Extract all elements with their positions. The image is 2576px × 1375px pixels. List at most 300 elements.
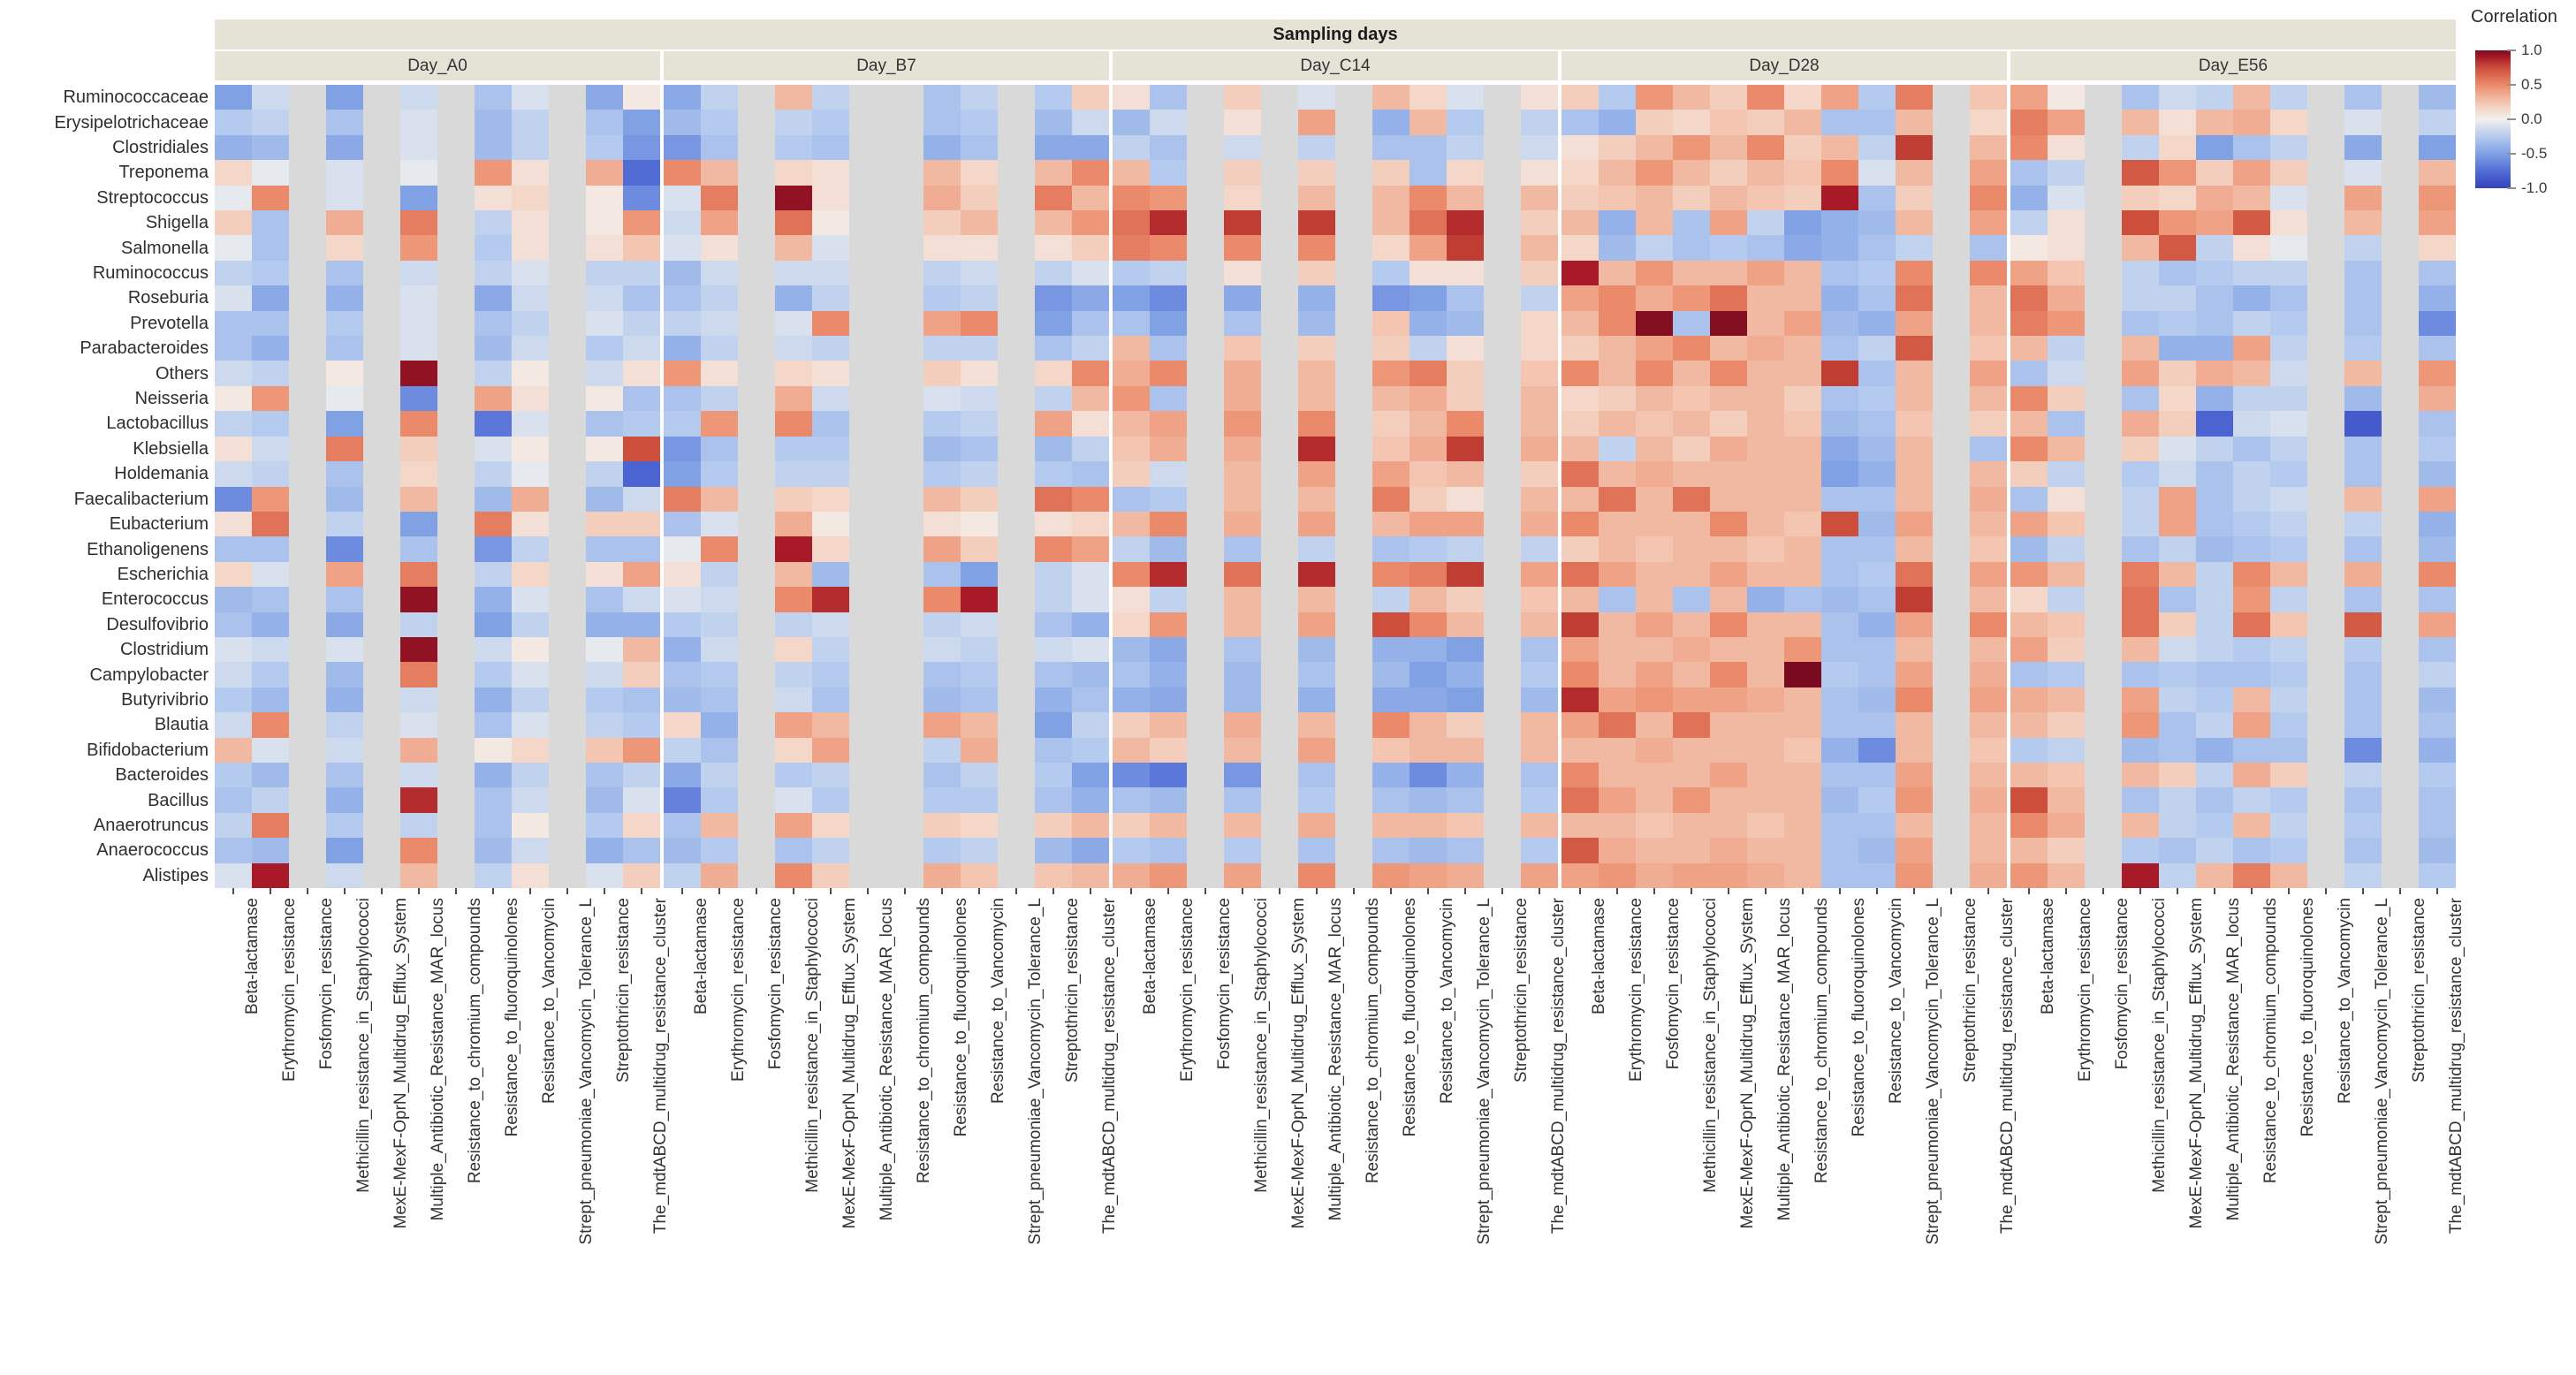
heatmap-cell [1636,763,1673,787]
heatmap-cell [1113,562,1150,587]
col-label: Methicillin_resistance_in_Staphylococci [1252,898,1271,1193]
heatmap-cell [326,160,363,185]
heatmap-cell [2270,738,2307,763]
heatmap-cell [1821,863,1858,888]
heatmap-cell [2344,863,2382,888]
legend-title: Correlation [2471,7,2557,27]
heatmap-cell [1970,160,2007,185]
heatmap-cell [2233,712,2270,737]
heatmap-cell [1821,110,1858,134]
legend-colorbar [2475,50,2511,188]
heatmap-cell [1224,612,1261,637]
heatmap-cell [961,662,998,687]
heatmap-cell [2270,637,2307,662]
heatmap-cell [2159,487,2196,512]
heatmap-cell [623,562,660,587]
heatmap-cell [475,210,512,235]
heatmap-cell [1673,85,1710,110]
heatmap-cell [1372,110,1410,134]
x-axis-tick [2362,888,2364,894]
heatmap-cell [1636,712,1673,737]
heatmap-cell [1636,562,1673,587]
heatmap-cell [2010,688,2048,712]
col-label: Methicillin_resistance_in_Staphylococci [803,898,822,1193]
heatmap-cell [2270,536,2307,561]
heatmap-cell [2419,662,2456,687]
heatmap-cell [1113,612,1150,637]
heatmap-cell [326,863,363,888]
heatmap-cell [475,763,512,787]
row-label: Streptococcus [96,187,209,208]
x-axis-tick [756,888,757,894]
col-label: Resistance_to_fluoroquinolones [952,898,970,1137]
heatmap-cell [961,361,998,385]
x-axis-tick [1015,888,1017,894]
heatmap-cell [2233,787,2270,812]
heatmap-cell [400,235,437,260]
heatmap-cell [1410,712,1447,737]
heatmap-cell [1150,261,1187,285]
heatmap-cell [252,411,289,436]
heatmap-cell [2048,261,2085,285]
heatmap-cell [664,813,701,838]
heatmap-cell [1710,85,1747,110]
heatmap-cell [812,863,849,888]
heatmap-cell [1636,85,1673,110]
heatmap-cell [812,487,849,512]
heatmap-cell [1035,210,1072,235]
heatmap-cell [1599,813,1636,838]
heatmap-cell [1636,361,1673,385]
heatmap-cell [1599,85,1636,110]
heatmap-cell [2010,437,2048,461]
heatmap-cell [215,437,252,461]
heatmap-cell [2233,411,2270,436]
heatmap-cell [1747,512,1784,536]
heatmap-cell [1298,361,1335,385]
heatmap-cell [1072,562,1109,587]
col-label: Resistance_to_chromium_compounds [466,898,484,1184]
heatmap-cell [1784,336,1821,361]
heatmap-cell [1858,712,1896,737]
heatmap-cell [2010,386,2048,411]
col-label: Erythromycin_resistance [1178,898,1197,1083]
heatmap-cell [1710,562,1747,587]
col-label: Beta-lactamase [1141,898,1159,1015]
heatmap-cell [1747,437,1784,461]
heatmap-cell [664,235,701,260]
heatmap-cell [1599,662,1636,687]
heatmap-cell [2048,712,2085,737]
heatmap-cell [1896,85,1933,110]
heatmap-cell [1858,738,1896,763]
heatmap-cell [326,813,363,838]
heatmap-cell [1747,712,1784,737]
x-axis-tick [2028,888,2030,894]
heatmap-cell [1710,110,1747,134]
heatmap-cell [2344,461,2382,486]
heatmap-cell [775,386,812,411]
col-label: MexE-MexF-OprN_Multidrug_Efflux_System [2187,898,2206,1229]
heatmap-cell [1858,411,1896,436]
heatmap-cell [2196,361,2233,385]
x-axis-tick [2399,888,2401,894]
heatmap-panel-Day_C14 [1113,85,1558,888]
heatmap-cell [586,85,623,110]
heatmap-cell [1447,536,1484,561]
heatmap-cell [2122,536,2159,561]
col-label: Multiple_Antibiotic_Resistance_MAR_locus [2224,898,2243,1221]
heatmap-cell [475,838,512,862]
heatmap-cell [1821,210,1858,235]
heatmap-cell [1562,110,1599,134]
heatmap-cell [1113,863,1150,888]
heatmap-cell [2159,612,2196,637]
heatmap-cell [1521,512,1558,536]
heatmap-cell [1372,461,1410,486]
heatmap-cell [1710,361,1747,385]
heatmap-cell [1970,311,2007,336]
heatmap-cell [1035,487,1072,512]
heatmap-cell [1896,637,1933,662]
heatmap-cell [623,787,660,812]
heatmap-cell [1710,863,1747,888]
heatmap-cell [1224,361,1261,385]
heatmap-cell [1150,688,1187,712]
heatmap-cell [326,235,363,260]
heatmap-cell [775,110,812,134]
heatmap-cell [252,587,289,612]
heatmap-cell [1521,85,1558,110]
heatmap-cell [812,235,849,260]
facet-title-strip [215,19,2456,49]
heatmap-cell [1035,838,1072,862]
heatmap-cell [1113,487,1150,512]
heatmap-cell [1599,411,1636,436]
heatmap-cell [1298,712,1335,737]
heatmap-cell [1521,411,1558,436]
heatmap-cell [1599,361,1636,385]
heatmap-cell [1035,160,1072,185]
heatmap-cell [1372,261,1410,285]
heatmap-cell [623,160,660,185]
heatmap-cell [252,386,289,411]
heatmap-cell [1599,285,1636,310]
heatmap-cell [512,437,549,461]
heatmap-cell [2344,210,2382,235]
facet-label: Day_C14 [1300,56,1371,75]
heatmap-cell [1636,587,1673,612]
heatmap-cell [512,738,549,763]
heatmap-cell [2344,487,2382,512]
heatmap-cell [1372,562,1410,587]
heatmap-cell [252,336,289,361]
heatmap-cell [1747,863,1784,888]
col-label: MexE-MexF-OprN_Multidrug_Efflux_System [1289,898,1308,1229]
x-axis-tick [1204,888,1206,894]
col-label: Strept_pneumoniae_Vancomycin_Tolerance_L [2373,898,2391,1245]
heatmap-cell [1410,411,1447,436]
heatmap-cell [1410,311,1447,336]
heatmap-cell [1224,787,1261,812]
heatmap-cell [1636,411,1673,436]
heatmap-cell [623,536,660,561]
heatmap-cell [1298,311,1335,336]
heatmap-cell [2048,688,2085,712]
heatmap-cell [326,186,363,210]
heatmap-panel-Day_B7 [664,85,1109,888]
heatmap-cell [1410,763,1447,787]
heatmap-cell [623,662,660,687]
heatmap-cell [1298,411,1335,436]
heatmap-cell [400,813,437,838]
heatmap-cell [1113,587,1150,612]
heatmap-cell [2233,512,2270,536]
heatmap-cell [586,512,623,536]
heatmap-cell [512,637,549,662]
heatmap-cell [586,411,623,436]
heatmap-cell [1599,637,1636,662]
legend-tick-mark [2507,118,2516,120]
heatmap-cell [1970,536,2007,561]
x-axis-tick [1987,888,1989,894]
heatmap-cell [2122,210,2159,235]
heatmap-cell [326,285,363,310]
heatmap-cell [923,813,961,838]
heatmap-cell [2048,135,2085,160]
heatmap-cell [1072,110,1109,134]
heatmap-cell [1298,612,1335,637]
heatmap-cell [1710,662,1747,687]
heatmap-cell [1562,587,1599,612]
heatmap-cell [2010,813,2048,838]
heatmap-cell [215,210,252,235]
heatmap-cell [1150,160,1187,185]
col-label: MexE-MexF-OprN_Multidrug_Efflux_System [391,898,410,1229]
heatmap-cell [586,135,623,160]
heatmap-cell [1636,487,1673,512]
heatmap-cell [475,813,512,838]
heatmap-cell [1821,612,1858,637]
col-label: The_mdtABCD_multidrug_resistance_cluster [1998,898,2017,1234]
heatmap-cell [775,135,812,160]
heatmap-cell [1521,863,1558,888]
heatmap-cell [1784,135,1821,160]
col-label: Strept_pneumoniae_Vancomycin_Tolerance_L [1026,898,1045,1245]
heatmap-cell [2419,85,2456,110]
heatmap-cell [1896,110,1933,134]
heatmap-cell [2270,411,2307,436]
heatmap-cell [1150,461,1187,486]
col-label: Fosfomycin_resistance [317,898,336,1070]
legend-tick-label: -1.0 [2521,179,2548,196]
heatmap-cell [1599,235,1636,260]
heatmap-cell [1150,186,1187,210]
row-label: Parabacteroides [80,338,209,359]
heatmap-panel-Day_E56 [2010,85,2456,888]
heatmap-cell [623,512,660,536]
heatmap-cell [812,135,849,160]
heatmap-cell [2344,688,2382,712]
heatmap-cell [1072,487,1109,512]
heatmap-cell [701,612,738,637]
col-label: Strept_pneumoniae_Vancomycin_Tolerance_L [1924,898,1942,1245]
heatmap-cell [1562,637,1599,662]
legend-tick-label: 0.0 [2521,110,2542,127]
heatmap-cell [1447,135,1484,160]
heatmap-cell [1224,662,1261,687]
heatmap-cell [2270,487,2307,512]
heatmap-cell [2122,587,2159,612]
heatmap-cell [623,437,660,461]
heatmap-cell [664,311,701,336]
heatmap-cell [2010,461,2048,486]
heatmap-cell [1447,186,1484,210]
heatmap-cell [2233,738,2270,763]
heatmap-cell [215,863,252,888]
heatmap-cell [2270,386,2307,411]
heatmap-cell [1896,787,1933,812]
heatmap-cell [2159,787,2196,812]
heatmap-cell [1410,587,1447,612]
col-label: Multiple_Antibiotic_Resistance_MAR_locus [1775,898,1794,1221]
heatmap-cell [1298,688,1335,712]
heatmap-cell [1410,361,1447,385]
x-axis-tick [1390,888,1392,894]
heatmap-cell [1113,160,1150,185]
heatmap-cell [2233,386,2270,411]
heatmap-cell [1372,336,1410,361]
heatmap-cell [2270,712,2307,737]
heatmap-cell [775,461,812,486]
heatmap-cell [1298,336,1335,361]
heatmap-cell [2270,85,2307,110]
heatmap-cell [586,612,623,637]
heatmap-cell [326,85,363,110]
row-label: Anaerococcus [96,840,209,861]
heatmap-cell [326,787,363,812]
heatmap-cell [1150,536,1187,561]
heatmap-cell [1599,461,1636,486]
heatmap-cell [2233,135,2270,160]
heatmap-cell [812,787,849,812]
heatmap-cell [1224,386,1261,411]
heatmap-cell [2233,587,2270,612]
heatmap-cell [475,787,512,812]
row-label: Eubacterium [109,514,209,535]
heatmap-cell [252,637,289,662]
heatmap-cell [2010,612,2048,637]
heatmap-cell [923,135,961,160]
heatmap-cell [1113,738,1150,763]
col-label: Resistance_to_fluoroquinolones [1401,898,1419,1137]
heatmap-cell [1035,461,1072,486]
heatmap-cell [961,160,998,185]
heatmap-cell [475,160,512,185]
heatmap-cell [2233,361,2270,385]
heatmap-cell [1970,662,2007,687]
facet-strip-Day_A0 [215,51,660,80]
heatmap-cell [475,85,512,110]
heatmap-cell [475,512,512,536]
heatmap-cell [2196,863,2233,888]
heatmap-cell [215,612,252,637]
heatmap-cell [1072,386,1109,411]
x-axis-tick [641,888,642,894]
heatmap-cell [1410,235,1447,260]
row-label: Butyrivibrio [121,689,209,710]
heatmap-cell [1298,512,1335,536]
x-axis-tick [1765,888,1767,894]
heatmap-cell [2048,461,2085,486]
heatmap-cell [2196,738,2233,763]
heatmap-cell [2159,662,2196,687]
heatmap-cell [1858,285,1896,310]
heatmap-cell [1970,235,2007,260]
heatmap-cell [2196,712,2233,737]
heatmap-cell [1784,712,1821,737]
heatmap-cell [1224,261,1261,285]
heatmap-cell [1298,813,1335,838]
heatmap-cell [664,411,701,436]
heatmap-cell [664,135,701,160]
heatmap-cell [1072,838,1109,862]
heatmap-cell [1372,536,1410,561]
heatmap-cell [1372,210,1410,235]
heatmap-cell [2196,612,2233,637]
heatmap-cell [1224,285,1261,310]
heatmap-cell [812,712,849,737]
heatmap-cell [1821,813,1858,838]
heatmap-cell [2010,536,2048,561]
heatmap-cell [1821,637,1858,662]
heatmap-cell [1784,688,1821,712]
col-label: Resistance_to_Vancomycin [1438,898,1456,1105]
heatmap-cell [2270,285,2307,310]
heatmap-cell [2010,336,2048,361]
legend-tick-mark [2507,49,2516,51]
heatmap-cell [2344,110,2382,134]
heatmap-cell [2048,411,2085,436]
heatmap-cell [1562,612,1599,637]
heatmap-cell [2270,688,2307,712]
heatmap-cell [2048,85,2085,110]
heatmap-cell [1298,186,1335,210]
heatmap-cell [512,587,549,612]
heatmap-cell [1562,562,1599,587]
heatmap-cell [1747,160,1784,185]
heatmap-cell [1298,787,1335,812]
col-label: Strept_pneumoniae_Vancomycin_Tolerance_L [577,898,596,1245]
heatmap-cell [1521,587,1558,612]
heatmap-cell [812,612,849,637]
heatmap-cell [1562,235,1599,260]
col-label: Streptothricin_resistance [1961,898,1979,1083]
heatmap-cell [1072,536,1109,561]
heatmap-cell [1072,361,1109,385]
heatmap-cell [1521,285,1558,310]
heatmap-cell [1113,210,1150,235]
heatmap-cell [1562,85,1599,110]
heatmap-cell [775,562,812,587]
heatmap-cell [475,587,512,612]
heatmap-cell [2048,110,2085,134]
heatmap-cell [812,285,849,310]
heatmap-cell [923,637,961,662]
heatmap-cell [664,712,701,737]
heatmap-cell [2048,311,2085,336]
heatmap-cell [1970,461,2007,486]
